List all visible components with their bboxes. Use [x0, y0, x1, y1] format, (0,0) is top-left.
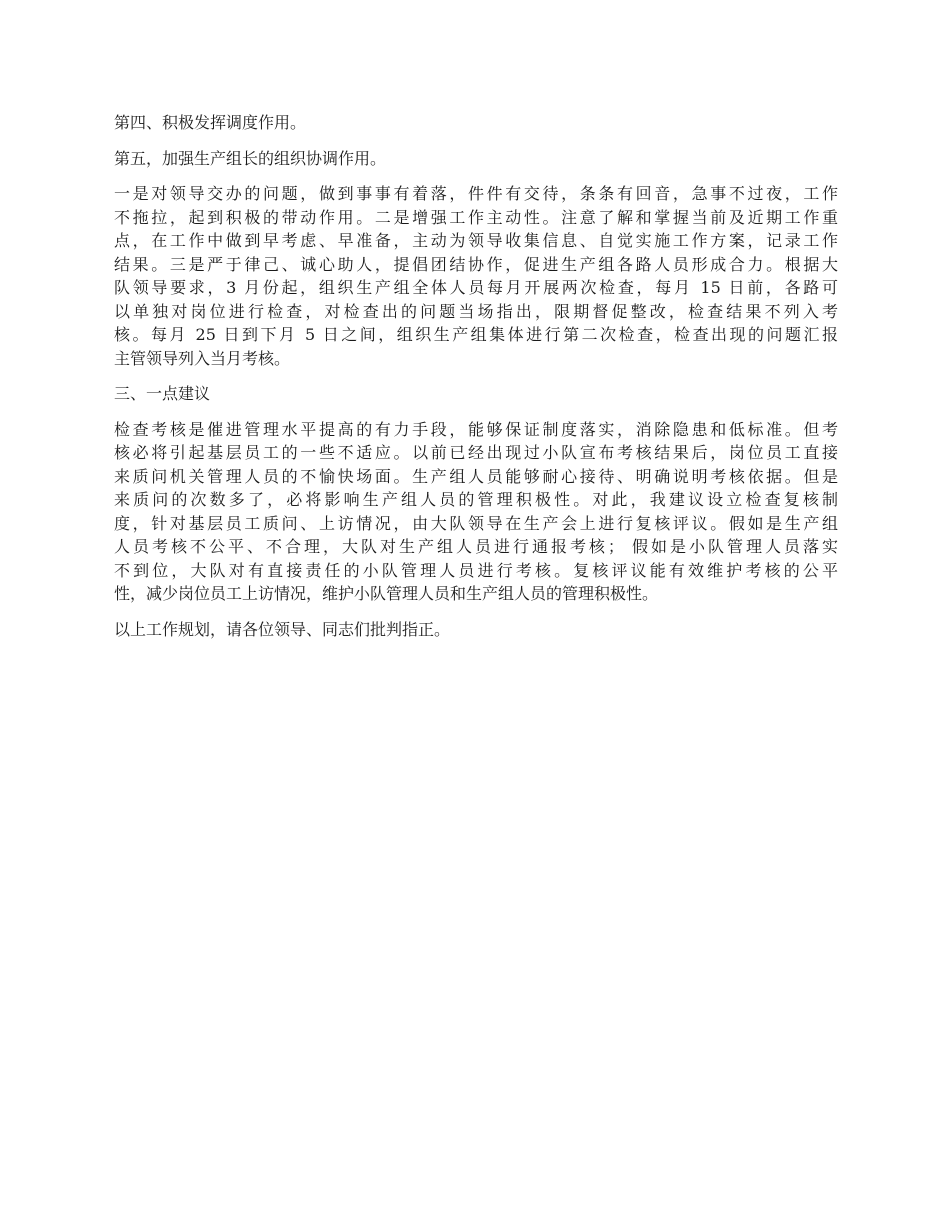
text-line: 队领导要求，3 月份起，组织生产组全体人员每月开展两次检查，每月 15 日前，各路可: [114, 278, 838, 297]
text-line: 性，减少岗位员工上访情况，维护小队管理人员和生产组人员的管理积极性。: [114, 584, 659, 603]
paragraph-responsibilities: [114, 182, 838, 370]
text-line: 以上工作规划，请各位领导、同志们批判指正。: [114, 619, 451, 639]
text-line: 来质问机关管理人员的不愉快场面。生产组人员能够耐心接待、明确说明考核依据。但是: [114, 466, 838, 486]
text-line: 第五，加强生产组长的组织协调作用。: [114, 148, 387, 168]
text-line: 三、一点建议: [114, 384, 211, 403]
text-line: 以单独对岗位进行检查，对检查出的问题当场指出，限期督促整改，检查结果不列入考: [114, 301, 838, 321]
section-heading-suggestion: [114, 382, 838, 406]
document-body: [114, 111, 838, 653]
closing-paragraph: [114, 618, 838, 642]
text-line: 第四、积极发挥调度作用。: [114, 113, 307, 132]
text-line: 主管领导列入当月考核。: [114, 348, 291, 368]
text-line: 来质问的次数多了，必将影响生产组人员的管理积极性。对此，我建议设立检查复核制: [114, 490, 838, 509]
text-line: 检查考核是催进管理水平提高的有力手段，能够保证制度落实，消除隐患和低标准。但考: [114, 419, 838, 439]
text-line: 不拖拉，起到积极的带动作用。二是增强工作主动性。注意了解和掌握当前及近期工作重: [114, 207, 838, 227]
paragraph-item-5: [114, 147, 838, 171]
text-line: 度，针对基层员工质问、上访情况，由大队领导在生产会上进行复核评议。假如是生产组: [114, 513, 838, 533]
text-line: 点，在工作中做到早考虑、早准备，主动为领导收集信息、自觉实施工作方案，记录工作: [114, 231, 838, 250]
text-line: 一是对领导交办的问题，做到事事有着落，件件有交待，条条有回音，急事不过夜，工作: [114, 184, 838, 203]
text-line: 核必将引起基层员工的一些不适应。以前已经出现过小队宣布考核结果后，岗位员工直接: [114, 443, 838, 462]
paragraph-item-4: [114, 111, 838, 135]
paragraph-suggestion: [114, 418, 838, 606]
text-line: 不到位，大队对有直接责任的小队管理人员进行考核。复核评议能有效维护考核的公平: [114, 560, 838, 580]
text-line: 人员考核不公平、不合理，大队对生产组人员进行通报考核； 假如是小队管理人员落实: [114, 537, 838, 556]
text-line: 核。每月 25 日到下月 5 日之间，组织生产组集体进行第二次检查，检查出现的问题汇报: [114, 325, 838, 344]
text-line: 结果。三是严于律己、诚心助人，提倡团结协作，促进生产组各路人员形成合力。根据大: [114, 254, 838, 274]
